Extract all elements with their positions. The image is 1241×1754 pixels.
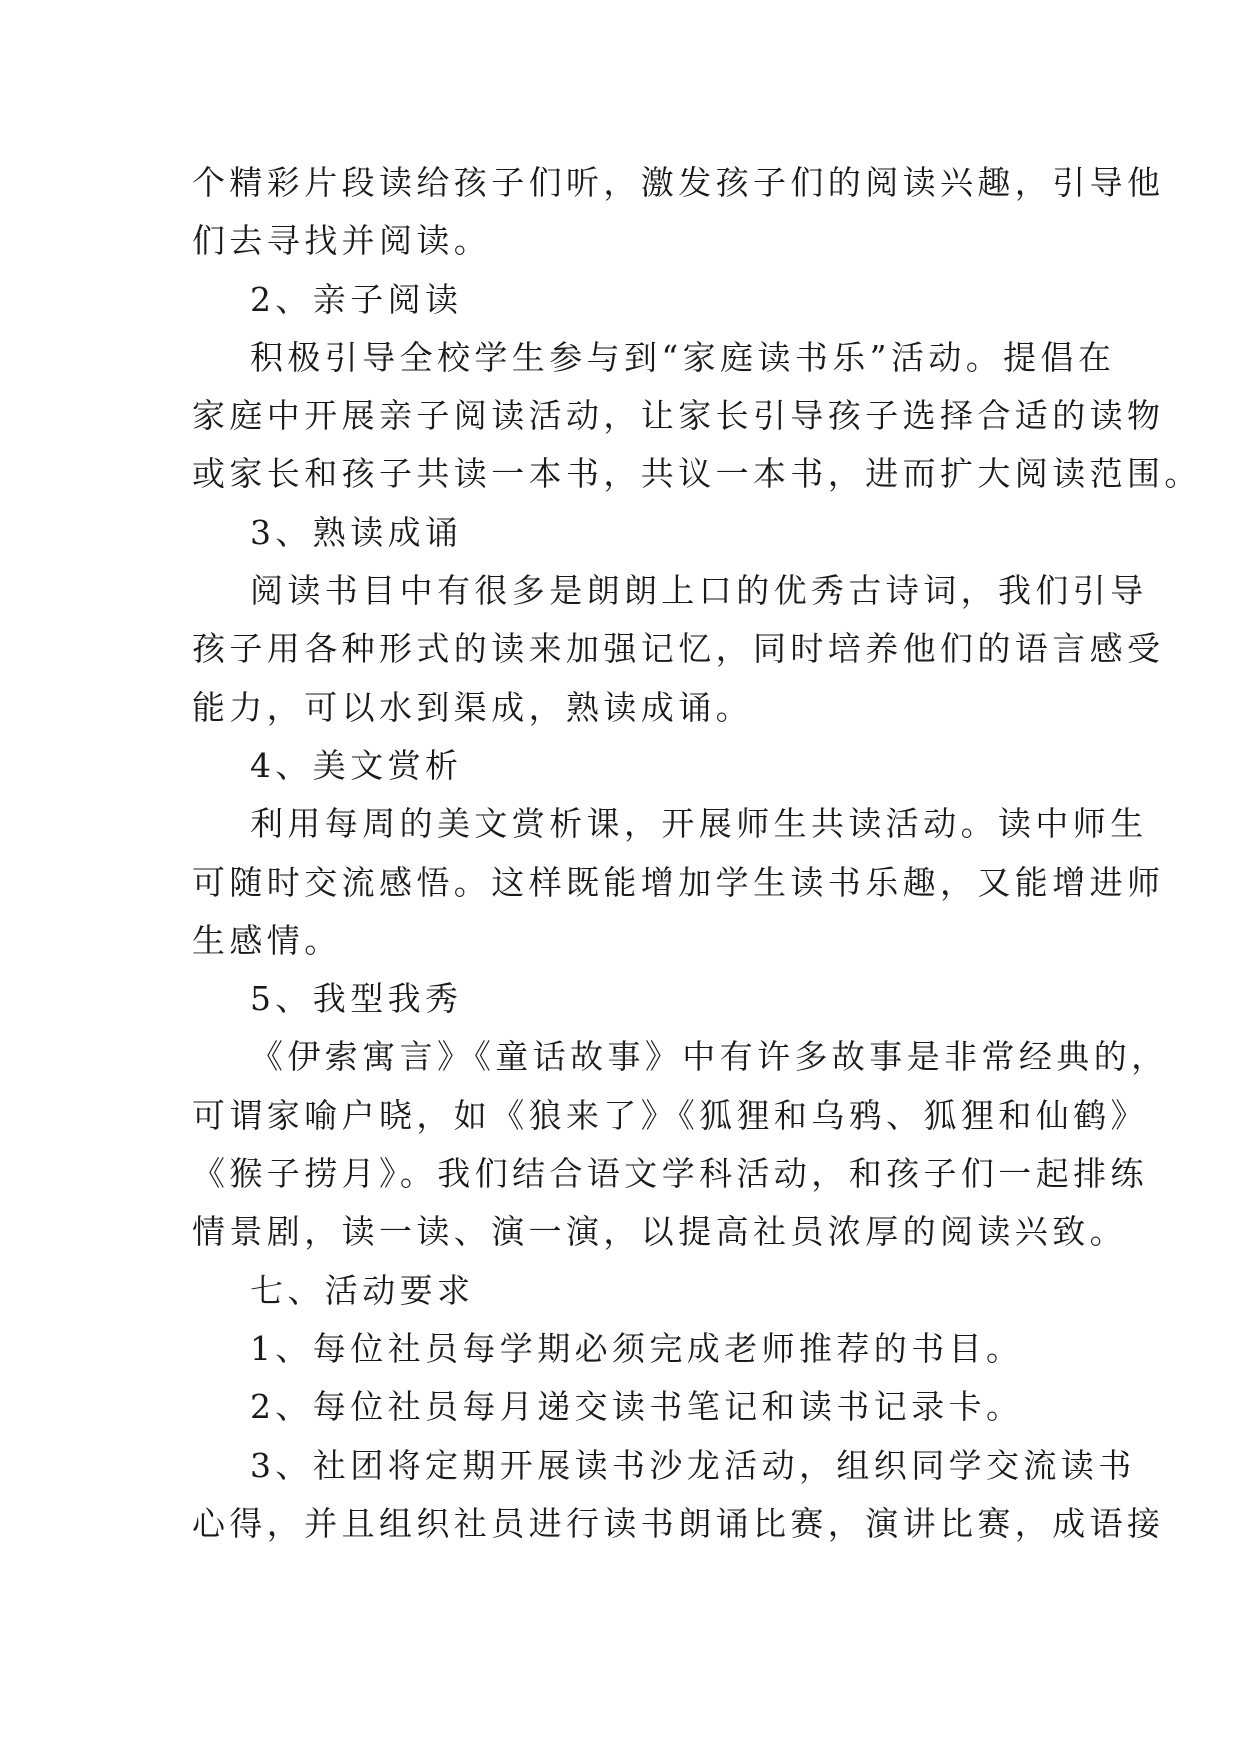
- text-line: 情景剧，读一读、演一演，以提高社员浓厚的阅读兴致。: [192, 1212, 1127, 1252]
- section-heading: 4、美文赏析: [250, 745, 463, 785]
- text-line: 个精彩片段读给孩子们听，激发孩子们的阅读兴趣，引导他: [192, 163, 1165, 202]
- section-heading: 3、熟读成诵: [250, 512, 463, 552]
- text-line: 能力，可以水到渠成，熟读成诵。: [192, 687, 753, 727]
- list-item: 3、社团将定期开展读书沙龙活动，组织同学交流读书: [250, 1445, 1136, 1485]
- list-item: 1、每位社员每学期必须完成老师推荐的书目。: [250, 1328, 1024, 1368]
- text-line: 《猴子捞月》。我们结合语文学科活动，和孩子们一起排练: [192, 1154, 1148, 1194]
- body-text: [192, 154, 1202, 1553]
- text-line: 可随时交流感悟。这样既能增加学生读书乐趣，又能增进师: [192, 862, 1165, 902]
- text-line: 孩子用各种形式的读来加强记忆，同时培养他们的语言感受: [192, 629, 1165, 669]
- text-line: 生感情。: [192, 920, 342, 960]
- section-heading: 5、我型我秀: [250, 979, 463, 1019]
- text-line: 利用每周的美文赏析课，开展师生共读活动。读中师生: [250, 804, 1148, 844]
- text-line: 们去寻找并阅读。: [192, 221, 492, 261]
- text-line: 家庭中开展亲子阅读活动，让家长引导孩子选择合适的读物: [192, 396, 1165, 436]
- text-line: 积极引导全校学生参与到“家庭读书乐”活动。提倡在: [250, 337, 1116, 377]
- list-item: 2、每位社员每月递交读书笔记和读书记录卡。: [250, 1387, 1024, 1427]
- section-heading: 2、亲子阅读: [250, 279, 463, 319]
- text-line: 可谓家喻户晓，如《狼来了》《狐狸和乌鸦、狐狸和仙鹤》: [192, 1095, 1148, 1135]
- text-line: 阅读书目中有很多是朗朗上口的优秀古诗词，我们引导: [250, 571, 1148, 611]
- text-line: 《伊索寓言》《童话故事》中有许多故事是非常经典的，: [250, 1037, 1169, 1077]
- text-line: 心得，并且组织社员进行读书朗诵比赛，演讲比赛，成语接: [192, 1503, 1165, 1543]
- text-line: 或家长和孩子共读一本书，共议一本书，进而扩大阅读范围。: [192, 454, 1202, 494]
- section-heading: 七、活动要求: [250, 1270, 475, 1310]
